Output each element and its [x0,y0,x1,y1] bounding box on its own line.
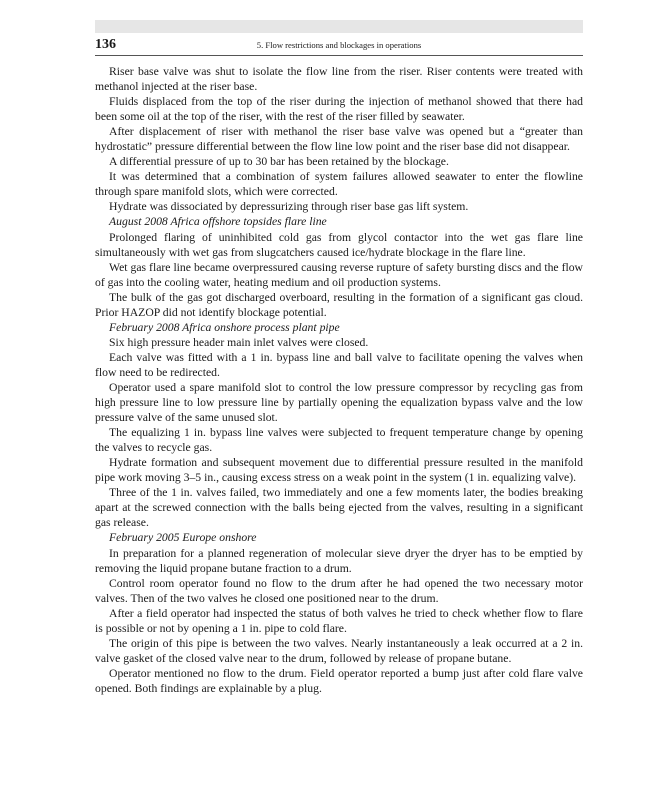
section-subheading: February 2005 Europe onshore [109,531,257,545]
paragraph: Six high pressure header main inlet valves were closed. [109,335,369,349]
running-head [95,36,583,56]
chapter-title: 5. Flow restrictions and blockages in operations [256,40,422,50]
page-number: 136 [95,37,116,52]
paragraph: After a field operator had inspected the status of both valves he tried to check whether flow to flare is possible or not by opening a 1 in. pipe to cold flare. [95,606,583,635]
paragraph: The origin of this pipe is between the two valves. Nearly instantaneously a leak occurred at a 2 in. valve gasket of the closed valve near to the drum, followed by release of propane butane. [95,636,583,665]
paragraph: After displacement of riser with methanol the riser base valve was opened but a “greater than hydrostatic” pressure differential between the flow line low point and the riser base did not disappear. [95,125,583,154]
paragraph: The bulk of the gas got discharged overboard, resulting in the formation of a significant gas cloud. Prior HAZOP did not identify blockage potential. [95,290,583,319]
paragraph: Wet gas flare line became overpressured causing reverse rupture of safety bursting discs and the flow of gas into the cooling water, heating medium and oil production systems. [95,260,583,289]
paragraph: A differential pressure of up to 30 bar has been retained by the blockage. [109,155,449,169]
paragraph: Each valve was fitted with a 1 in. bypass line and ball valve to facilitate opening the valves when flow need to be redirected. [95,350,583,379]
paragraph: In preparation for a planned regeneration of molecular sieve dryer the dryer has to be emptied by removing the liquid propane butane fraction to a drum. [95,546,583,575]
paragraph: Riser base valve was shut to isolate the flow line from the riser. Riser contents were treated with methanol injected at the riser base. [95,65,583,94]
paragraph: Operator used a spare manifold slot to control the low pressure compressor by recycling gas from high pressure line to low pressure line by partially opening the equalization bypass valve and the low pressure valve of the same unused slot. [95,380,583,425]
paragraph: Prolonged flaring of uninhibited cold gas from glycol contactor into the wet gas flare line simultaneously with wet gas from slugcatchers caused ice/hydrate blockage in the flare line. [95,230,583,259]
paragraph: Three of the 1 in. valves failed, two immediately and one a few moments later, the bodies breaking apart at the screwed connection with the balls being ejected from the valves, resulting in a significant gas release. [95,486,583,530]
paragraph: Fluids displaced from the top of the riser during the injection of methanol showed that there had been some oil at the top of the riser, with the rest of the riser filled by seawater. [95,95,583,124]
section-subheading: August 2008 Africa offshore topsides flare line [109,215,327,229]
paragraph: Control room operator found no flow to the drum after he had opened the two necessary motor valves. Then of the two valves he closed one positioned near to the drum. [95,576,583,605]
paragraph: It was determined that a combination of system failures allowed seawater to enter the flowline through spare manifold slots, which were corrected. [95,170,583,199]
paragraph: The equalizing 1 in. bypass line valves were subjected to frequent temperature change by opening the valves to recycle gas. [95,426,583,455]
section-subheading: February 2008 Africa onshore process plant pipe [109,320,340,334]
paragraph: Hydrate was dissociated by depressurizing through riser base gas lift system. [109,200,469,214]
header-bar [95,20,583,33]
body-text [95,64,583,696]
paragraph: Hydrate formation and subsequent movement due to differential pressure resulted in the manifold pipe work moving 3–5 in., causing excess stress on a weak point in the system (1 in. equalizing valve). [95,456,583,485]
paragraph: Operator mentioned no flow to the drum. Field operator reported a bump just after cold flare valve opened. Both findings are explainable by a plug. [95,666,583,695]
